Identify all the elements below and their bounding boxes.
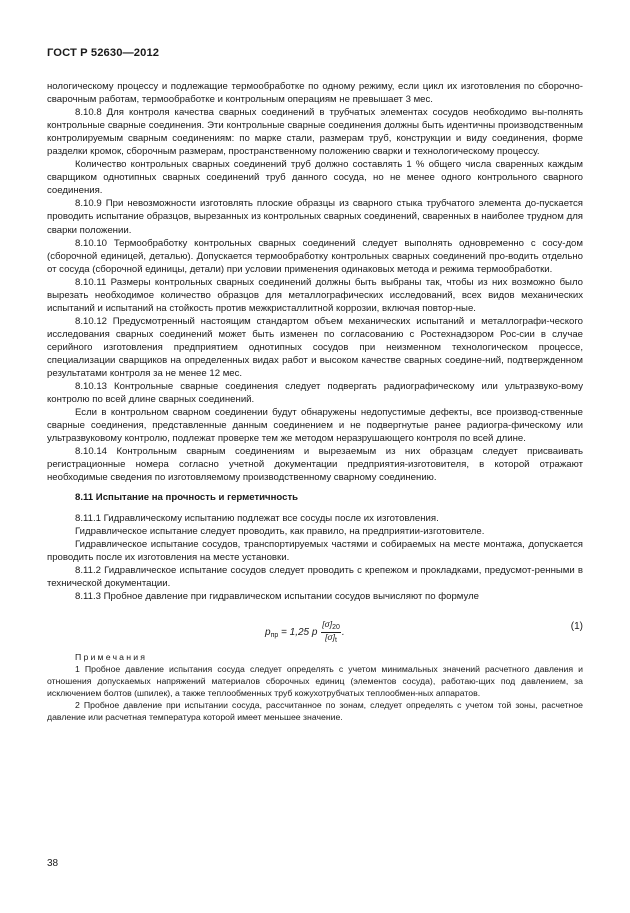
formula xyxy=(47,614,583,644)
paragraph-8-10-11: 8.10.11 Размеры контрольных сварных соединений должны быть выбраны так, чтобы из них возможно было вырезать необходимое количество образцов для металлографических исследований, всех видов механических испытаний и испытаний на стойкость против межкристаллитной коррозии, включая повтор-ные. xyxy=(47,276,583,314)
paragraph-8-10-13: 8.10.13 Контрольные сварные соединения следует подвергать радиографическому или ультразвуко-вому контролю по всей длине сварных соединений. xyxy=(47,381,583,406)
paragraph-8-11-1: 8.11.1 Гидравлическому испытанию подлежат все сосуды после их изготовления. xyxy=(75,512,439,524)
formula-denominator: $[\sigma]_t$ xyxy=(325,631,337,644)
notes-title: Примечания xyxy=(75,651,148,662)
note-2: 2 Пробное давление при испытании сосуда, рассчитанное по зонам, следует определять с учетом той зоны, расчетное давление или расчетная температура которой имеет меньшее значение. xyxy=(47,699,583,722)
formula-tail: . xyxy=(341,626,345,638)
page-number: 38 xyxy=(47,858,59,869)
paragraph-8-11-2: 8.11.2 Гидравлическое испытание сосудов следует проводить с крепежом и прокладками, предусмот-ренными в технической документации. xyxy=(47,564,583,589)
formula-number: (1) xyxy=(570,620,583,632)
section-heading: 8.11 Испытание на прочность и герметичность xyxy=(75,492,299,504)
paragraph-8-11-3: 8.11.3 Пробное давление при гидравлическом испытании сосудов вычисляют по формуле xyxy=(75,590,479,602)
notes xyxy=(47,651,583,723)
paragraph: Гидравлическое испытание сосудов, транспортируемых частями и собираемых на месте монтажа, допускается проводить после их изготовления на месте установки. xyxy=(47,538,583,563)
paragraph: Гидравлическое испытание следует проводить, как правило, на предприятии-изготовителе. xyxy=(75,525,485,537)
document-body xyxy=(47,80,583,723)
note-1: 1 Пробное давление испытания сосуда следует определять с учетом минимальных значений расчетного давления и отношения допускаемых напряжений материалов сборочных единиц (элементов сосуда), работаю-щих под давлением, за исключением болтов (шпилек), а также теплообменных труб кожухотрубчатых теплообмен-ных аппаратов. xyxy=(47,663,583,698)
formula-lhs: p xyxy=(265,626,271,638)
paragraph-8-10-8: 8.10.8 Для контроля качества сварных соединений в трубчатых элементах сосудов необходимо вы-полнять контрольные сварные соединения. Эти контрольные сварные соединения должны быть идентичны производственным контролируемым сварным соединениям: по марке стали, размерам труб, конструкции и виду соединения, форме разделки кромок, сборочным размерам, пространственному положению сварки и технологическому процессу. xyxy=(47,107,583,158)
formula-lhs-subscript: пр xyxy=(270,631,279,639)
paragraph: нологическому процессу и подлежащие термообработке по одному режиму, если цикл их изготовления по сборочно-сварочным работам, термообработке и контрольным операциям не превышает 3 мес. xyxy=(47,81,583,106)
paragraph: Количество контрольных сварных соединений труб должно составлять 1 % общего числа сваренных каждым сварщиком однотипных сварных соединений труб данного сосуда, но не менее одного контрольного сварного соединения. xyxy=(47,159,583,197)
paragraph-8-10-12: 8.10.12 Предусмотренный настоящим стандартом объем механических испытаний и металлографи-ческого исследования сварных соединений может быть изменен по согласованию с Ростехнадзором Рос-сии в случае серийного изготовления предприятием однотипных сосудов при неизменном технологическом процессе, специализации сварщиков на определенных видах работ и высоком качестве сварных соедине-ний, подтвержденном результатами контроля за не менее 12 мес. xyxy=(47,315,583,380)
formula-operator: = 1,25 p xyxy=(281,626,318,638)
formula-expression xyxy=(265,620,345,645)
paragraph-8-10-10: 8.10.10 Термообработку контрольных сварных соединений следует выполнять одновременно с сосу-дом (сборочной единицей, деталью). Допускается термообработку контрольных сварных соединений про-водить отдельно от сосуда (сборочной единицы, детали) при условии применения одинаковых метода и режима термообработки. xyxy=(47,237,583,275)
formula-fraction xyxy=(321,620,341,645)
paragraph-8-10-9: 8.10.9 При невозможности изготовлять плоские образцы из сварного стыка трубчатого элемента до-пускается проводить испытание образцов, вырезанных из контрольных сварных соединений, сваренных в наиболее трудном для сварки положении. xyxy=(47,198,583,236)
document-header: ГОСТ Р 52630—2012 xyxy=(47,47,160,59)
formula-numerator: $[\sigma]_{20}$ xyxy=(322,618,340,631)
paragraph-8-10-14: 8.10.14 Контрольным сварным соединениям и вырезаемым из них образцам следует присваивать регистрационные номера согласно учетной документации предприятия-изготовителя, в которой отражают необходимые сведения по изготовляемому производственному сварному соединению. xyxy=(47,446,583,484)
paragraph: Если в контрольном сварном соединении будут обнаружены недопустимые дефекты, все производ-ственные сварные соединения, представленные данным соединением и не подвергнутые ранее радиогра-фическому или ультразвуковому контролю, подлежат проверке тем же методом неразрушающего контроля по всей длине. xyxy=(47,407,583,445)
